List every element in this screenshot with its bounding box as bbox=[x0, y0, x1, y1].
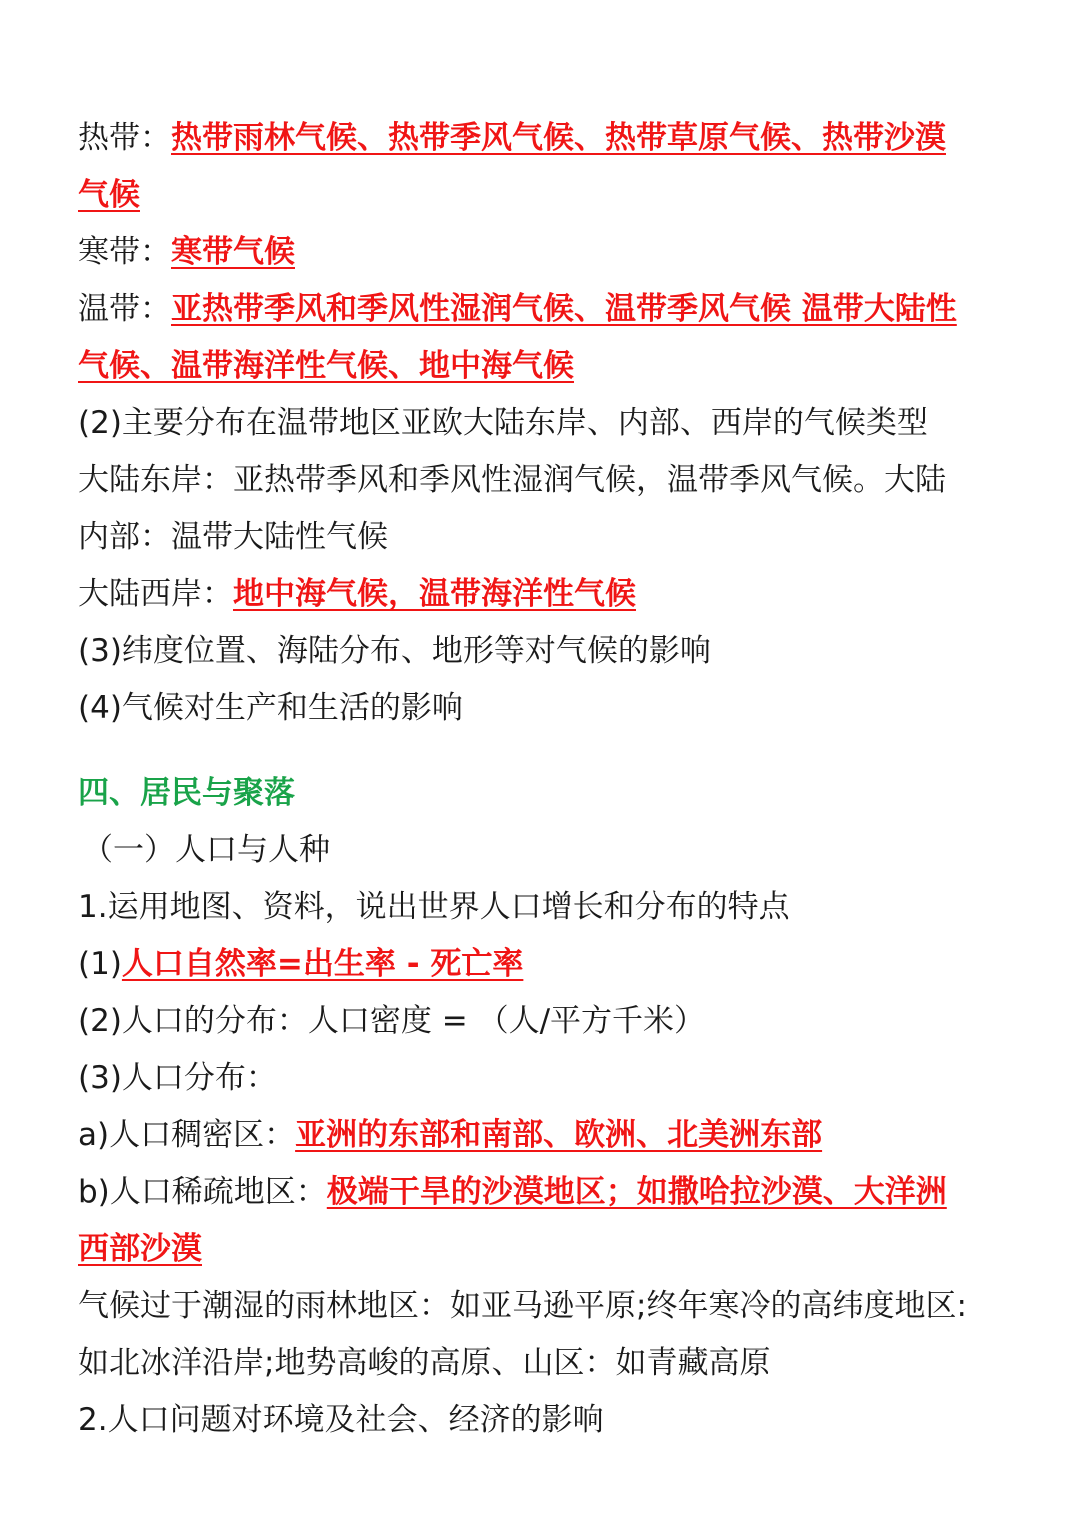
item-2: (2)主要分布在温带地区亚欧大陆东岸、内部、西岸的气候类型 bbox=[78, 405, 928, 441]
natural-rate-prefix: (1) bbox=[78, 946, 122, 982]
temperate-label: 温带： bbox=[78, 291, 171, 327]
frigid-climate: 寒带气候 bbox=[171, 234, 295, 270]
point-2: 2.人口问题对环境及社会、经济的影响 bbox=[78, 1402, 604, 1438]
sparse-area-value-cont: 西部沙漠 bbox=[78, 1231, 202, 1267]
point-1: 1.运用地图、资料，说出世界人口增长和分布的特点 bbox=[78, 889, 790, 925]
temperate-line-2 bbox=[78, 338, 1080, 395]
natural-rate-line bbox=[78, 936, 1080, 993]
temperate-climates: 亚热带季风和季风性湿润气候、温带季风气候 温带大陆性 bbox=[171, 291, 957, 327]
west-coast-line bbox=[78, 566, 1080, 623]
east-coast-line-1: 大陆东岸：亚热带季风和季风性湿润气候，温带季风气候。大陆 bbox=[78, 462, 946, 498]
item-4: (4)气候对生产和生活的影响 bbox=[78, 690, 463, 726]
west-coast-label: 大陆西岸： bbox=[78, 576, 233, 612]
sparse-area-line-2 bbox=[78, 1221, 1080, 1278]
item-3: (3)纬度位置、海陆分布、地形等对气候的影响 bbox=[78, 633, 711, 669]
tropical-line-1 bbox=[78, 110, 1080, 167]
frigid-line bbox=[78, 224, 1080, 281]
dense-area-label: a)人口稠密区： bbox=[78, 1117, 296, 1153]
section-gap bbox=[78, 737, 1080, 765]
tropical-line-2 bbox=[78, 167, 1080, 224]
climate-areas-line-2: 如北冰洋沿岸;地势高峻的高原、山区：如青藏高原 bbox=[78, 1345, 771, 1381]
sparse-area-line-1 bbox=[78, 1164, 1080, 1221]
tropical-label: 热带： bbox=[78, 120, 171, 156]
west-coast-climates: 地中海气候，温带海洋性气候 bbox=[233, 576, 636, 612]
frigid-label: 寒带： bbox=[78, 234, 171, 270]
dense-area-value: 亚洲的东部和南部、欧洲、北美洲东部 bbox=[295, 1117, 823, 1153]
climate-areas-line-1: 气候过于潮湿的雨林地区：如亚马逊平原;终年寒冷的高纬度地区: bbox=[78, 1288, 967, 1324]
tropical-climates-cont: 气候 bbox=[78, 177, 140, 213]
sparse-area-label: b)人口稀疏地区： bbox=[78, 1174, 327, 1210]
density-line: (2)人口的分布：人口密度 = （人/平方千米） bbox=[78, 1003, 706, 1039]
section-heading: 四、居民与聚落 bbox=[78, 775, 295, 811]
sparse-area-value: 极端干旱的沙漠地区；如撒哈拉沙漠、大洋洲 bbox=[326, 1174, 947, 1210]
east-coast-line-2: 内部：温带大陆性气候 bbox=[78, 519, 388, 555]
tropical-climates: 热带雨林气候、热带季风气候、热带草原气候、热带沙漠 bbox=[171, 120, 946, 156]
distribution-line: (3)人口分布： bbox=[78, 1060, 277, 1096]
natural-rate-formula: 人口自然率=出生率 - 死亡率 bbox=[121, 946, 524, 982]
temperate-climates-cont: 气候、温带海洋性气候、地中海气候 bbox=[78, 348, 574, 384]
subsection-title: （一）人口与人种 bbox=[82, 832, 330, 868]
dense-area-line bbox=[78, 1107, 1080, 1164]
temperate-line-1 bbox=[78, 281, 1080, 338]
